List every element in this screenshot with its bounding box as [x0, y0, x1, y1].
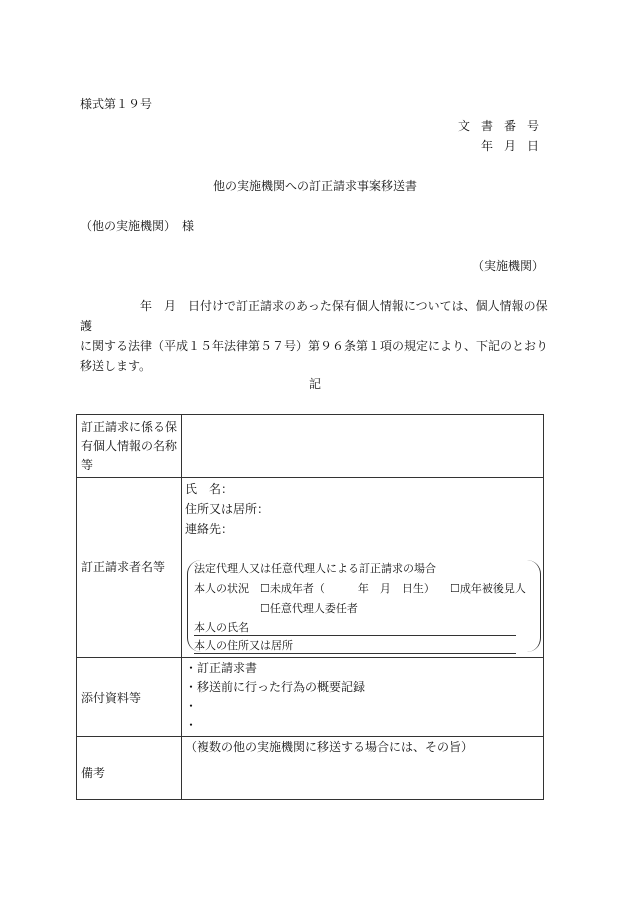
- value-cell-attachments: [182, 658, 544, 736]
- principal-address-field[interactable]: 本人の住所又は居所: [194, 639, 293, 652]
- addressee: （他の実施機関） 様: [80, 219, 195, 233]
- label-cell: [77, 478, 182, 657]
- body-text: [80, 296, 550, 376]
- label-cell: [77, 658, 182, 736]
- table-row-info-name: [77, 415, 544, 478]
- requester-address-field[interactable]: 住所又は居所：: [185, 502, 270, 516]
- label-cell: [77, 737, 182, 799]
- form-number: 様式第１９号: [80, 97, 153, 111]
- principal-address-underline: [194, 653, 516, 654]
- row-label-attachments: 添付資料等: [81, 691, 142, 705]
- voluntary-agent-checkbox[interactable]: ☐任意代理人委任者: [260, 602, 358, 615]
- row-label-info-name: 訂正請求に係る保有個人情報の名称等: [81, 420, 178, 472]
- value-cell-remarks[interactable]: [182, 737, 544, 799]
- attachment-item: ・移送前に行った行為の概要記録: [185, 680, 366, 694]
- row-label-requester: 訂正請求者名等: [81, 560, 166, 574]
- table-row-requester: [77, 478, 544, 658]
- value-cell-requester: [182, 478, 544, 657]
- table-row-attachments: [77, 658, 544, 737]
- transfer-details-table: [76, 414, 544, 800]
- table-row-remarks: [77, 737, 544, 800]
- agent-request-title: 法定代理人又は任意代理人による訂正請求の場合: [194, 562, 436, 575]
- attachment-item: ・訂正請求書: [185, 661, 258, 675]
- document-title: 他の実施機関への訂正請求事案移送書: [212, 179, 417, 193]
- sender: （実施機関）: [471, 259, 544, 273]
- label-cell: [77, 415, 182, 477]
- body-line-2: に関する法律（平成１５年法律第５７号）第９６条第１項の規定により、下記のとおり: [80, 339, 549, 353]
- attachment-item[interactable]: ・: [185, 699, 198, 713]
- adult-guardian-checkbox[interactable]: ☐成年被後見人: [450, 582, 526, 595]
- remarks-note: （複数の他の実施機関に移送する場合には、その旨）: [185, 740, 474, 754]
- minor-checkbox[interactable]: ☐未成年者（ 年 月 日生）: [260, 582, 435, 595]
- ki-heading: 記: [308, 377, 321, 391]
- document-date-label: 年月日: [480, 139, 550, 153]
- requester-contact-field[interactable]: 連絡先：: [185, 522, 234, 536]
- body-line-1: 年 月 日付けで訂正請求のあった保有個人情報については、個人情報の保護: [80, 299, 548, 333]
- attachment-item[interactable]: ・: [185, 718, 198, 732]
- principal-status-label: 本人の状況: [194, 582, 249, 595]
- principal-name-underline: [194, 635, 516, 636]
- row-label-remarks: 備考: [81, 766, 106, 780]
- body-line-3: 移送します。: [80, 359, 152, 373]
- document-number-label: 文書番号: [457, 119, 550, 133]
- requester-name-field[interactable]: 氏 名：: [185, 482, 234, 496]
- value-cell-info-name[interactable]: [182, 415, 544, 477]
- principal-name-field[interactable]: 本人の氏名: [194, 621, 249, 634]
